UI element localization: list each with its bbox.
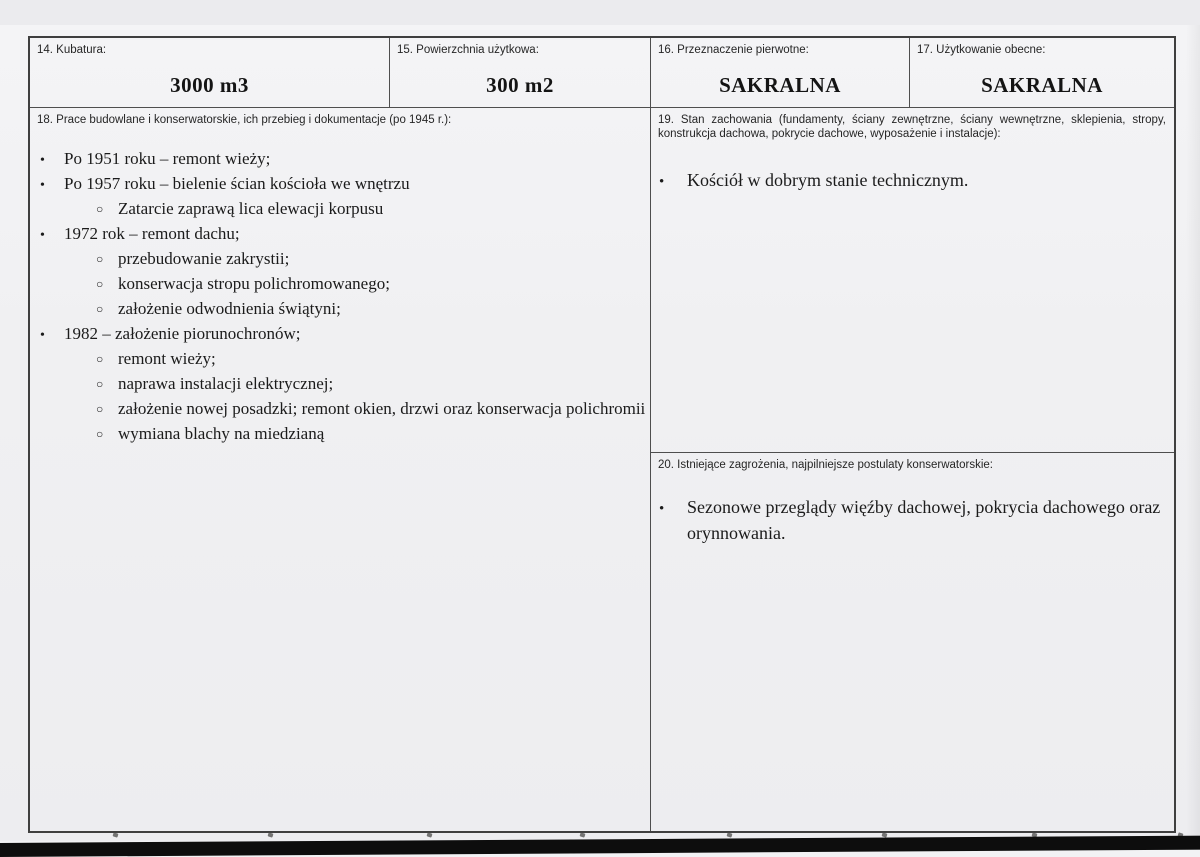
circle-bullet-icon: ○ xyxy=(96,427,104,441)
circle-bullet-icon: ○ xyxy=(96,402,104,416)
circle-bullet-icon: ○ xyxy=(96,352,104,366)
field-18-cell xyxy=(30,108,651,831)
list-item-text: założenie odwodnienia świątyni; xyxy=(118,299,341,318)
list-item xyxy=(30,172,650,197)
field-20-cell xyxy=(651,453,1174,831)
list-item-text: Po 1957 roku – bielenie ścian kościoła we wnętrzu xyxy=(64,174,410,193)
field-14-cell xyxy=(30,38,390,108)
scan-page-top-edge xyxy=(0,0,1200,26)
list-item-text: 1982 – założenie piorunochronów; xyxy=(64,324,301,343)
list-item-text: 1972 rok – remont dachu; xyxy=(64,224,240,243)
scan-page-right-shadow xyxy=(1186,25,1200,841)
list-item xyxy=(30,247,650,272)
list-item-text: Kościół w dobrym stanie technicznym. xyxy=(687,170,969,190)
list-item-text: konserwacja stropu polichromowanego; xyxy=(118,274,390,293)
field-19-label: 19. Stan zachowania (fundamenty, ściany zewnętrzne, ściany wewnętrzne, sklepienia, stropy, konstrukcja dachowa, pokrycie dachowe, wyposażenie i instalacje): xyxy=(658,114,1166,140)
bullet-icon: • xyxy=(40,328,45,343)
list-item-text: wymiana blachy na miedzianą xyxy=(118,424,325,443)
list-item xyxy=(651,167,1174,195)
field-17-cell xyxy=(910,38,1174,108)
field-17-value: SAKRALNA xyxy=(981,73,1103,97)
field-14-value: 3000 m3 xyxy=(170,73,249,97)
list-item-text: założenie nowej posadzki; remont okien, drzwi oraz konserwacja polichromii xyxy=(118,399,646,418)
list-item-text: naprawa instalacji elektrycznej; xyxy=(118,374,334,393)
field-20-label: 20. Istniejące zagrożenia, najpilniejsze postulaty konserwatorskie: xyxy=(658,459,993,471)
list-item xyxy=(651,494,1174,546)
field-18-list xyxy=(30,147,650,447)
list-item xyxy=(30,222,650,247)
field-20-list xyxy=(651,494,1174,546)
field-14-label: 14. Kubatura: xyxy=(37,44,107,56)
list-item xyxy=(30,272,650,297)
bullet-icon: • xyxy=(659,174,665,190)
list-item-text: Zatarcie zaprawą lica elewacji korpusu xyxy=(118,199,384,218)
list-item-text: Sezonowe przeglądy więźby dachowej, pokrycia dachowego oraz orynnowania. xyxy=(687,497,1161,543)
field-18-label: 18. Prace budowlane i konserwatorskie, ich przebieg i dokumentacje (po 1945 r.): xyxy=(37,114,452,126)
field-15-label: 15. Powierzchnia użytkowa: xyxy=(397,44,539,56)
list-item xyxy=(30,372,650,397)
list-item-text: remont wieży; xyxy=(118,349,216,368)
list-item xyxy=(30,147,650,172)
field-15-value: 300 m2 xyxy=(486,73,554,97)
field-15-cell xyxy=(390,38,651,108)
record-card-table xyxy=(28,36,1176,833)
field-17-label: 17. Użytkowanie obecne: xyxy=(917,44,1046,56)
bullet-icon: • xyxy=(40,178,45,193)
circle-bullet-icon: ○ xyxy=(96,302,104,316)
field-19-list xyxy=(651,167,1174,195)
field-16-cell xyxy=(651,38,910,108)
list-item xyxy=(30,297,650,322)
list-item xyxy=(30,322,650,347)
circle-bullet-icon: ○ xyxy=(96,202,104,216)
circle-bullet-icon: ○ xyxy=(96,277,104,291)
bullet-icon: • xyxy=(40,228,45,243)
list-item xyxy=(30,197,650,222)
field-19-cell xyxy=(651,108,1174,453)
list-item xyxy=(30,397,650,422)
list-item xyxy=(30,347,650,372)
list-item-text: Po 1951 roku – remont wieży; xyxy=(64,149,271,168)
bullet-icon: • xyxy=(40,153,45,168)
bullet-icon: • xyxy=(659,501,665,517)
circle-bullet-icon: ○ xyxy=(96,252,104,266)
field-16-label: 16. Przeznaczenie pierwotne: xyxy=(658,44,809,56)
circle-bullet-icon: ○ xyxy=(96,377,104,391)
field-16-value: SAKRALNA xyxy=(719,73,841,97)
list-item xyxy=(30,422,650,447)
list-item-text: przebudowanie zakrystii; xyxy=(118,249,290,268)
